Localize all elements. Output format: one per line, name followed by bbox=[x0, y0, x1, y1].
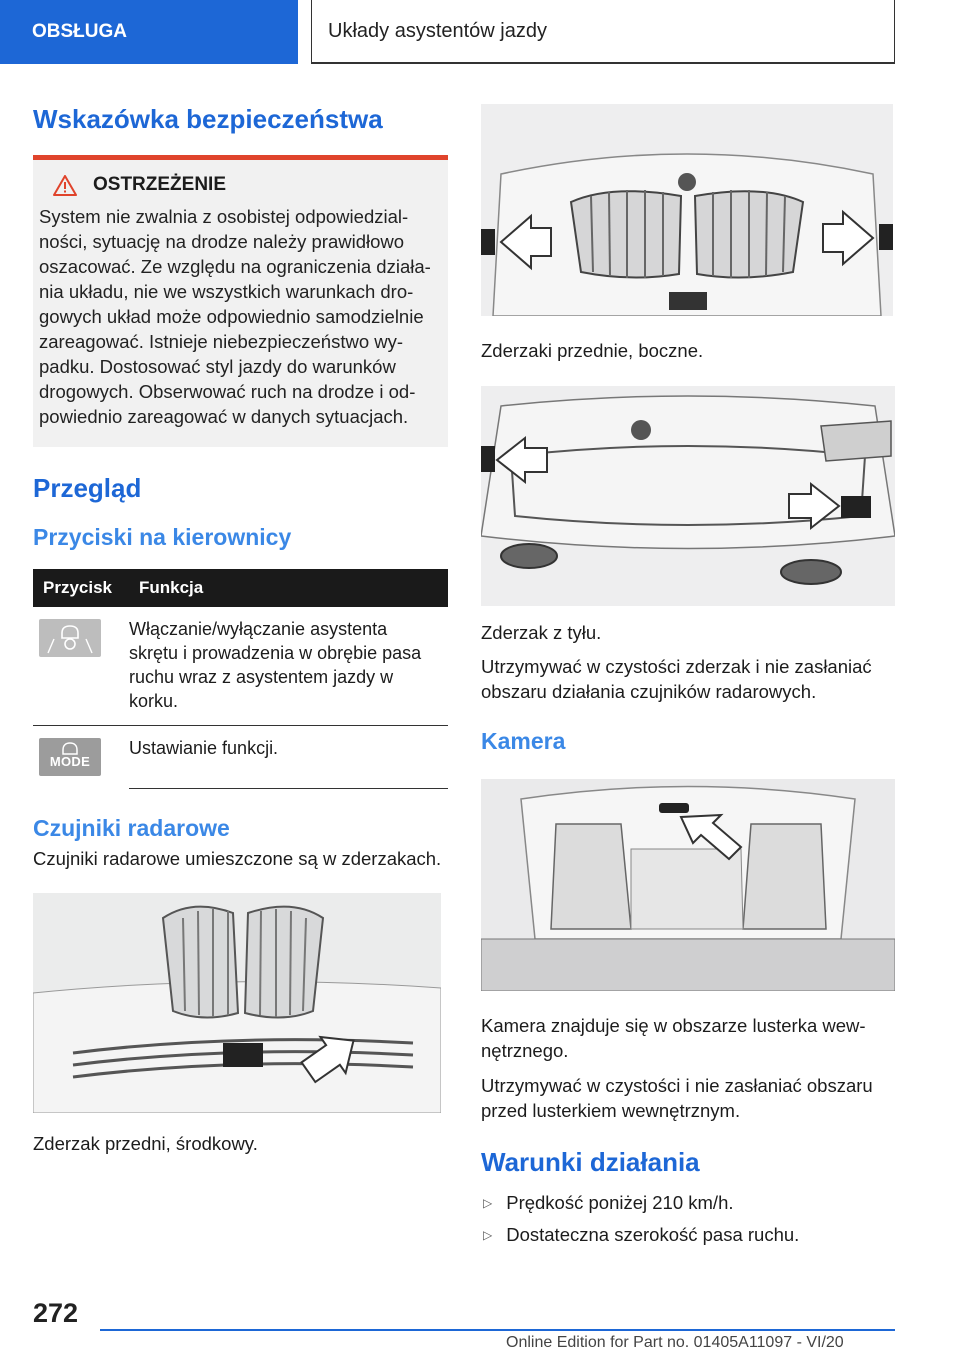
camera-image bbox=[481, 779, 895, 991]
table-cell-function: Ustawianie funkcji. bbox=[129, 726, 448, 789]
list-item bbox=[481, 1224, 895, 1246]
list-item bbox=[481, 1192, 895, 1214]
page-number: 272 bbox=[33, 1298, 79, 1328]
front-bumpers-side-image bbox=[481, 104, 893, 316]
camera-text-care: Utrzymywać w czystości i nie zasłaniać obszaru przed lusterkiem wewnętrznym. bbox=[481, 1075, 873, 1121]
column-header-function: Funkcja bbox=[129, 569, 448, 607]
footer-edition: Online Edition for Part no. 01405A11097 - VI/20 bbox=[506, 1334, 844, 1351]
warning-box bbox=[33, 160, 448, 447]
overview-heading: Przegląd bbox=[33, 473, 142, 503]
camera-heading: Kamera bbox=[481, 728, 566, 754]
table-cell-icon bbox=[33, 726, 129, 789]
front-center-caption: Zderzak przedni, środkowy. bbox=[33, 1132, 258, 1154]
warning-title: OSTRZEŻENIE bbox=[93, 174, 227, 195]
chapter-title: Układy asystentów jazdy bbox=[311, 0, 895, 64]
section-tab: OBSŁUGA bbox=[0, 0, 298, 64]
warning-header bbox=[53, 174, 440, 196]
table-row bbox=[33, 726, 448, 789]
right-column bbox=[481, 100, 895, 1246]
condition-speed: Prędkość poniżej 210 km/h. bbox=[506, 1192, 734, 1213]
table-cell-icon bbox=[33, 607, 129, 726]
rear-note: Utrzymywać w czystości zderzak i nie zasłaniać obszaru działania czujników radarowych. bbox=[481, 656, 872, 702]
footer-rule bbox=[100, 1329, 895, 1331]
triangle-bullet-icon: ▷ bbox=[483, 1228, 493, 1242]
front-side-caption: Zderzaki przednie, boczne. bbox=[481, 340, 704, 361]
table-row bbox=[33, 607, 448, 726]
warning-text: System nie zwalnia z osobistej odpowiedzial- ności, sytuację na drodze należy prawidłowo oszacować. Ze względu na ograniczenia działa- nia układu, nie we wszystkich warunkach dro- gowych układ może odpowiednio samodzielnie zareagować. Istnieje niebezpieczeństwo wy- padku. Dostosować styl jazdy do warunków drogowych. Obserwować ruch na drodze i od- powiednio zareagować w danych sytuacjach. bbox=[39, 206, 431, 427]
safety-heading: Wskazówka bezpieczeństwa bbox=[33, 104, 383, 134]
steering-assist-icon bbox=[39, 619, 101, 657]
radar-heading: Czujniki radarowe bbox=[33, 814, 230, 841]
conditions-heading: Warunki działania bbox=[481, 1147, 700, 1177]
buttons-heading: Przyciski na kierownicy bbox=[33, 524, 292, 550]
rear-bumper-image bbox=[481, 386, 895, 606]
condition-lane-width: Dostateczna szerokość pasa ruchu. bbox=[506, 1224, 800, 1245]
column-header-button: Przycisk bbox=[33, 569, 129, 607]
triangle-bullet-icon: ▷ bbox=[483, 1196, 493, 1210]
camera-text-location: Kamera znajduje się w obszarze lusterka wew- nętrznego. bbox=[481, 1015, 866, 1061]
radar-text: Czujniki radarowe umieszczone są w zderzakach. bbox=[33, 847, 442, 869]
left-column bbox=[33, 100, 448, 1155]
front-bumper-center-image bbox=[33, 893, 441, 1113]
warning-triangle-icon bbox=[53, 175, 77, 196]
mode-label: MODE bbox=[49, 754, 91, 769]
mode-button-icon bbox=[39, 738, 101, 776]
rear-caption: Zderzak z tyłu. bbox=[481, 622, 602, 643]
buttons-table bbox=[33, 569, 448, 789]
table-header-row bbox=[33, 569, 448, 607]
table-cell-function: Włączanie/wyłączanie asystenta skrętu i prowadzenia w obrębie pasa ruchu wraz z asystentem jazdy w korku. bbox=[129, 607, 448, 726]
